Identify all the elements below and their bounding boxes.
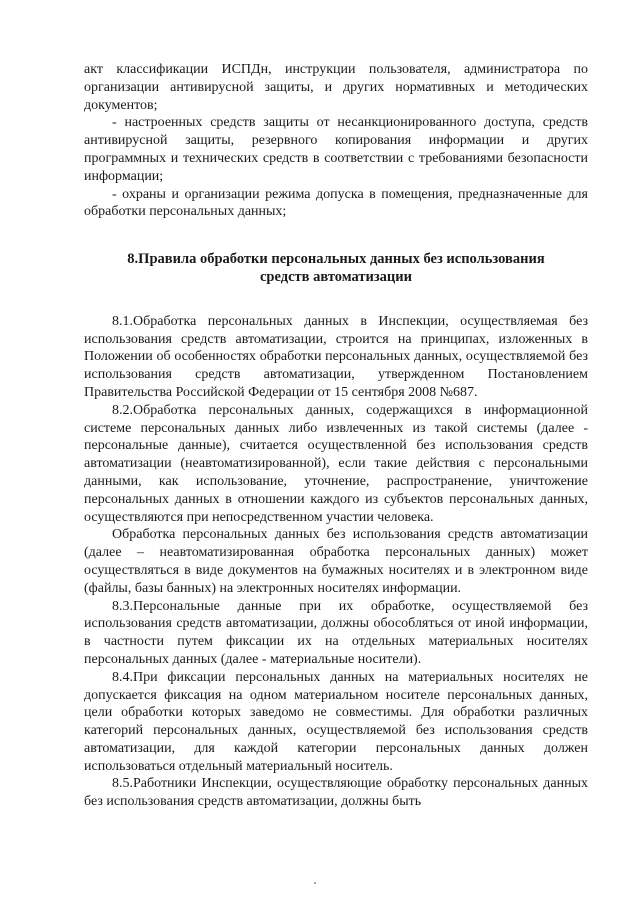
section-title-line1: 8.Правила обработки персональных данных без использования: [127, 251, 545, 268]
paragraph-8-2: 8.2.Обработка персональных данных, содержащихся в информационной системе персональных данных либо извлеченных из такой системы (далее - персональные данные), считается осуществленной без использования средств автоматизации (неавтоматизированной), если такие действия с персональными данными, как использование, уточнение, распространение, уничтожение персональных данных в отношении каждого из субъектов персональных данных, осуществляются при непосредственном участии человека.: [84, 402, 588, 525]
document-page: [84, 61, 588, 811]
scan-speck: [314, 882, 316, 884]
paragraph-8-3: 8.3.Персональные данные при их обработке, осуществляемой без использования средств автоматизации, должны обособляться от иной информации, в частности путем фиксации их на отдельных материальных носителях персональных данных (далее - материальные носители).: [84, 598, 588, 667]
paragraph-8-1: 8.1.Обработка персональных данных в Инспекции, осуществляемая без использования средств автоматизации, строится на принципах, изложенных в Положении об особенностях обработки персональных данных, осуществляемой без использования средств автоматизации, утвержденном Постановлением Правительства Российской Федерации от 15 сентября 2008 №687.: [84, 313, 588, 400]
section-title-line2: средств автоматизации: [260, 268, 412, 285]
section-heading: [84, 251, 588, 287]
paragraph-8-5: 8.5.Работники Инспекции, осуществляющие обработку персональных данных без использования средств автоматизации, должны быть: [84, 776, 588, 810]
paragraph-non-automated: Обработка персональных данных без использования средств автоматизации (далее – неавтоматизированная обработка персональных данных) может осуществляться в виде документов на бумажных носителях и в электронном виде (файлы, базы банных) на электронных носителях информации.: [84, 527, 588, 596]
paragraph-8-4: 8.4.При фиксации персональных данных на материальных носителях не допускается фиксация на одном материальном носителе персональных данных, цели обработки которых заведомо не совместимы. Для обработки различных категорий персональных данных, осуществляемой без использования средств автоматизации, для каждой категории персональных данных должен использоваться отдельный материальный носитель.: [84, 669, 588, 774]
paragraph-protection-tools: - настроенных средств защиты от несанкционированного доступа, средств антивирусной защиты, резервного копирования информации и других программных и технических средств в соответствии с требованиями безопасности информации;: [84, 115, 588, 184]
paragraph-acts: акт классификации ИСПДн, инструкции пользователя, администратора по организации антивирусной защиты, и других нормативных и методических документов;: [84, 62, 588, 113]
paragraph-access-regime: - охраны и организации режима допуска в помещения, предназначенные для обработки персональных данных;: [84, 186, 588, 220]
